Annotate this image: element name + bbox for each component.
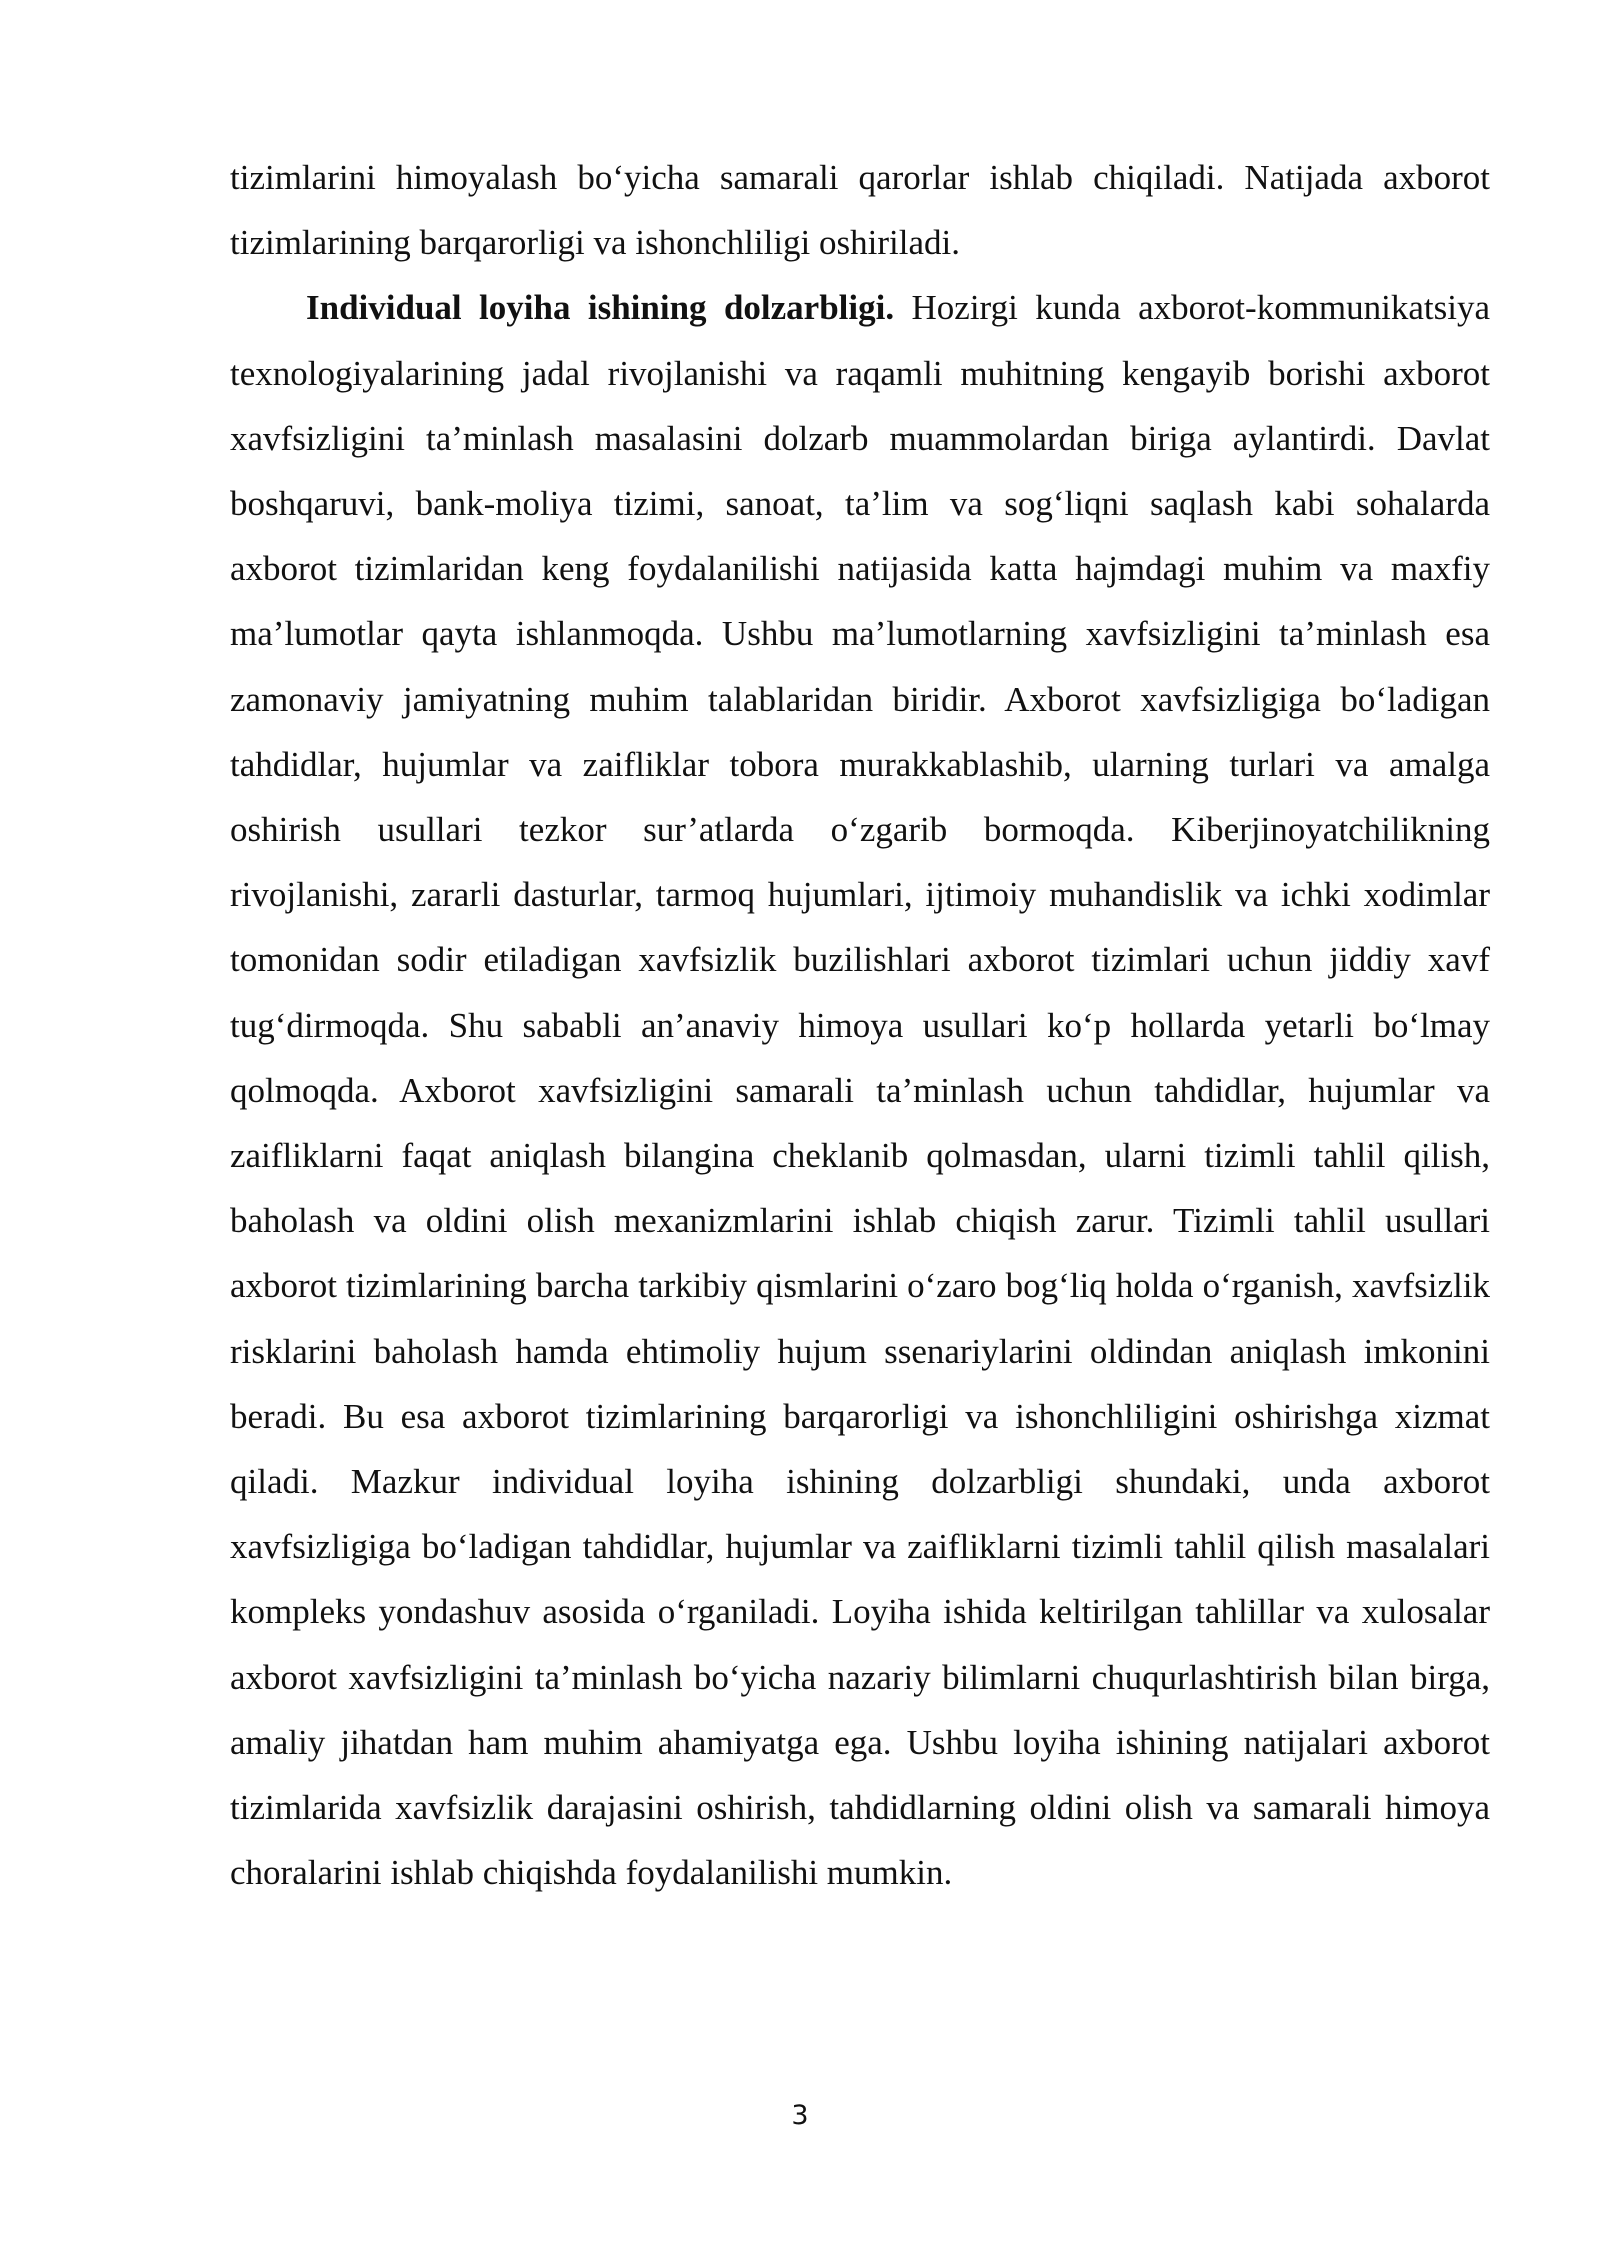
- relevance-paragraph: [230, 275, 1490, 1905]
- page-number: 3: [791, 2100, 809, 2131]
- document-body: [230, 145, 1490, 1905]
- section-heading: Individual loyiha ishining dolzarbligi.: [306, 288, 895, 328]
- section-body: Hozirgi kunda axborot-kommunikatsiya texnologiyalarining jadal rivojlanishi va raqamli muhitning kengayib borishi axborot xavfsizligini ta’minlash masalasini dolzarb muammolardan biriga aylantirdi. Davlat boshqaruvi, bank-moliya tizimi, sanoat, ta’lim va sog‘liqni saqlash kabi sohalarda axborot tizimlaridan keng foydalanilishi natijasida katta hajmdagi muhim va maxfiy ma’lumotlar qayta ishlanmoqda. Ushbu ma’lumotlarning xavfsizligini ta’minlash esa zamonaviy jamiyatning muhim talablaridan biridir. Axborot xavfsizligiga bo‘ladigan tahdidlar, hujumlar va zaifliklar tobora murakkablashib, ularning turlari va amalga oshirish usullari tezkor sur’atlarda o‘zgarib bormoqda. Kiberjinoyatchilikning rivojlanishi, zararli dasturlar, tarmoq hujumlari, ijtimoiy muhandislik va ichki xodimlar tomonidan sodir etiladigan xavfsizlik buzilishlari axborot tizimlari uchun jiddiy xavf tug‘dirmoqda. Shu sababli an’anaviy himoya usullari ko‘p hollarda yetarli bo‘lmay qolmoqda. Axborot xavfsizligini samarali ta’minlash uchun tahdidlar, hujumlar va zaifliklarni faqat aniqlash bilangina cheklanib qolmasdan, ularni tizimli tahlil qilish, baholash va oldini olish mexanizmlarini ishlab chiqish zarur. Tizimli tahlil usullari axborot tizimlarining barcha tarkibiy qismlarini o‘zaro bog‘liq holda o‘rganish, xavfsizlik risklarini baholash hamda ehtimoliy hujum ssenariylarini oldindan aniqlash imkonini beradi. Bu esa axborot tizimlarining barqarorligi va ishonchliligini oshirishga xizmat qiladi. Mazkur individual loyiha ishining dolzarbligi shundaki, unda axborot xavfsizligiga bo‘ladigan tahdidlar, hujumlar va zaifliklarni tizimli tahlil qilish masalalari kompleks yondashuv asosida o‘rganiladi. Loyiha ishida keltirilgan tahlillar va xulosalar axborot xavfsizligini ta’minlash bo‘yicha nazariy bilimlarni chuqurlashtirish bilan birga, amaliy jihatdan ham muhim ahamiyatga ega. Ushbu loyiha ishining natijalari axborot tizimlarida xavfsizlik darajasini oshirish, tahdidlarning oldini olish va samarali himoya choralarini ishlab chiqishda foydalanilishi mumkin.: [230, 288, 1491, 1893]
- continuation-paragraph: tizimlarini himoyalash bo‘yicha samarali qarorlar ishlab chiqiladi. Natijada axborot tizimlarining barqarorligi va ishonchliligi oshiriladi.: [230, 158, 1490, 263]
